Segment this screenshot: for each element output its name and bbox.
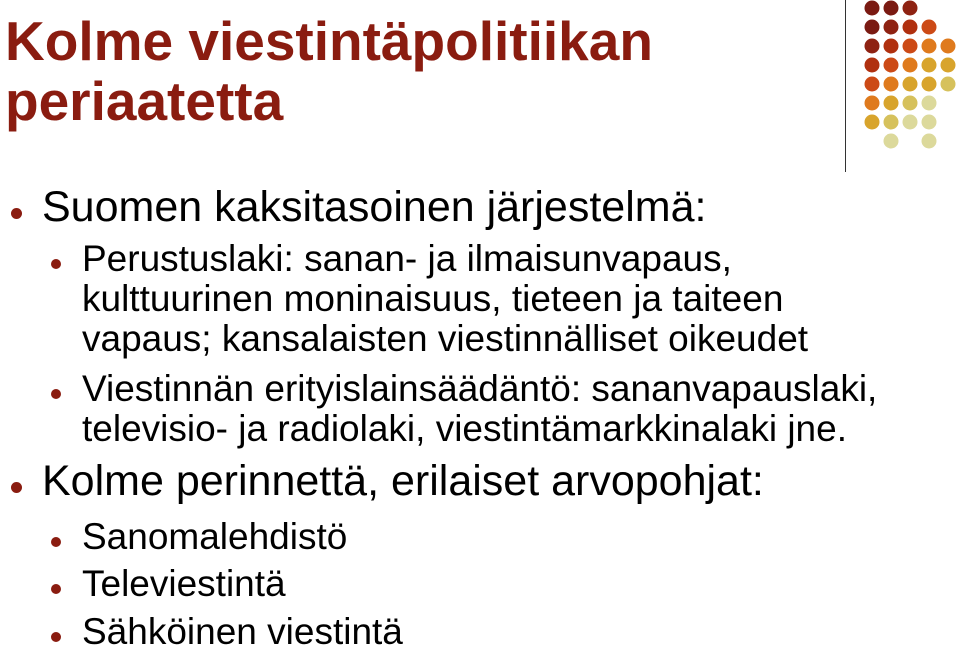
decor-dot bbox=[884, 58, 899, 73]
decor-dot bbox=[941, 39, 956, 54]
bullet-dot-icon bbox=[51, 537, 61, 547]
list-item-text-line: Perustuslaki: sanan- ja ilmaisunvapaus, bbox=[82, 238, 732, 279]
decor-dot bbox=[941, 58, 956, 73]
slide-title-line-2: periaatetta bbox=[5, 70, 284, 132]
decor-dot bbox=[884, 77, 899, 92]
decor-dot bbox=[865, 77, 880, 92]
bullet-dot-icon bbox=[11, 208, 22, 219]
slide-title-line-1: Kolme viestintäpolitiikan bbox=[5, 10, 653, 72]
decor-dot bbox=[884, 134, 899, 149]
decor-dot bbox=[865, 39, 880, 54]
list-item bbox=[82, 564, 286, 604]
decor-dot bbox=[865, 1, 880, 16]
decor-dot bbox=[922, 115, 937, 130]
list-item-text-line: Sanomalehdistö bbox=[82, 516, 348, 557]
decor-dot bbox=[903, 115, 918, 130]
decor-dot bbox=[884, 39, 899, 54]
dot-grid-decoration bbox=[856, 0, 960, 156]
list-item-text-line: kulttuurinen moninaisuus, tieteen ja taiteen bbox=[82, 278, 784, 319]
decor-dot bbox=[922, 20, 937, 35]
bullet-dot-icon bbox=[51, 259, 61, 269]
decor-dot bbox=[865, 96, 880, 111]
list-item-text-line: Viestinnän erityislainsäädäntö: sananvapauslaki, bbox=[82, 368, 878, 409]
decor-dot bbox=[903, 58, 918, 73]
decor-dot bbox=[884, 20, 899, 35]
decor-dot bbox=[941, 77, 956, 92]
decor-dot bbox=[865, 58, 880, 73]
decor-dot bbox=[922, 77, 937, 92]
list-item-text-line: televisio- ja radiolaki, viestintämarkkinalaki jne. bbox=[82, 408, 847, 449]
decor-dot bbox=[903, 96, 918, 111]
bullet-dot-icon bbox=[51, 632, 61, 642]
slide-title bbox=[5, 11, 653, 131]
decor-dot bbox=[903, 20, 918, 35]
list-item-text-line: vapaus; kansalaisten viestinnälliset oikeudet bbox=[82, 318, 809, 359]
list-item bbox=[82, 612, 403, 652]
bullet-dot-icon bbox=[51, 584, 61, 594]
list-item bbox=[82, 517, 347, 557]
decor-dot bbox=[922, 134, 937, 149]
decor-dot bbox=[865, 20, 880, 35]
decor-dot bbox=[903, 77, 918, 92]
bullet-dot-icon bbox=[51, 389, 61, 399]
decor-dot bbox=[922, 39, 937, 54]
vertical-divider-line bbox=[845, 0, 846, 172]
section-heading bbox=[42, 458, 764, 505]
bullet-dot-icon bbox=[11, 482, 22, 493]
list-item bbox=[82, 369, 877, 449]
decor-dot bbox=[922, 96, 937, 111]
decor-dot bbox=[865, 115, 880, 130]
decor-dot bbox=[884, 115, 899, 130]
decor-dot bbox=[903, 39, 918, 54]
decor-dot bbox=[884, 96, 899, 111]
list-item-text-line: Sähköinen viestintä bbox=[82, 611, 403, 652]
section-heading-text: Kolme perinnettä, erilaiset arvopohjat: bbox=[42, 457, 764, 505]
list-item-text-line: Televiestintä bbox=[82, 563, 286, 604]
decor-dot bbox=[922, 58, 937, 73]
decor-dot bbox=[903, 1, 918, 16]
section-heading bbox=[42, 184, 706, 231]
section-heading-text: Suomen kaksitasoinen järjestelmä: bbox=[42, 183, 707, 231]
decor-dot bbox=[884, 1, 899, 16]
list-item bbox=[82, 239, 808, 359]
